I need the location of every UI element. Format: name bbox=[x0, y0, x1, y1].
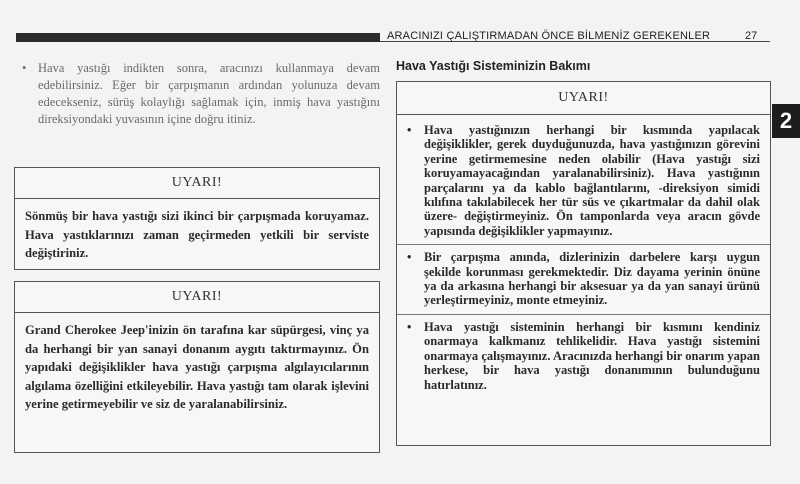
section-title: Hava Yastığı Sisteminizin Bakımı bbox=[396, 59, 591, 73]
header-bar bbox=[16, 33, 380, 42]
warning-box-3 bbox=[396, 81, 771, 446]
left-column bbox=[22, 60, 380, 128]
running-head: ARACINIZI ÇALIŞTIRMADAN ÖNCE BİLMENİZ GEREKENLER bbox=[387, 30, 711, 42]
list-item-text: Bir çarpışma anında, dizlerinizin darbelere karşı uygun şekilde korunması gerekmektedir. Diz dayama yerinin önüne ya da arkasına herhangi bir aksesuar ya da yan sanayi ürünü yerleştirmeyiniz, monte etmeyiniz. bbox=[424, 250, 760, 308]
list-item bbox=[397, 314, 770, 392]
warning-text: Sönmüş bir hava yastığı sizi ikinci bir çarpışmada koruyamaz. Hava yastıklarınızı zaman geçirmeden yetkili bir serviste değiştiriniz. bbox=[25, 209, 369, 260]
list-item bbox=[397, 244, 770, 308]
list-item-text: Hava yastığı sisteminin herhangi bir kısmını kendiniz onarmaya kalkmanız tehlikelidir. Hava yastığı sistemini onarmaya çalışmayınız. Aracınızda herhangi bir onarım yapan herkese, bir hava yastığı donanımının bulunduğunu hatırlatınız. bbox=[424, 319, 760, 392]
warning-title: UYARI! bbox=[397, 82, 770, 115]
bullet-icon: • bbox=[407, 123, 412, 137]
warning-box-1 bbox=[14, 167, 380, 270]
list-item-text: Hava yastığınızın herhangi bir kısmında yapılacak değişiklikler, gerek duyduğunuzda, hava yastığınızın görevini yerine getirmemesine neden olabilir (Hava yastığı sizi koruyamayacağından yaralanabilirsiniz). Hava yastığının parçalarını ya da kablo bağlantılarını, -direksiyon simidi kılıfına takılabilecek her tür süs ve çıkartmalar da dahil olak üzere- değiştirmeyiniz. Ön tamponlarda veya aracın gövde yapısında değişiklikler yapmayınız. bbox=[424, 123, 760, 238]
warning-list bbox=[397, 115, 770, 392]
warning-text: Grand Cherokee Jeep'inizin ön tarafına kar süpürgesi, vinç ya da herhangi bir yan sanayi donanım aygıtı taktırmayınız. Ön yapıdaki değişiklikler hava yastığı çarpışma algılayıcılarının algılama özelliğini etkileyebilir. Hava yastığı tam olarak işlevini yerine getirmeyebilir ve siz de yaralanabilirsiniz. bbox=[25, 323, 369, 411]
bullet-icon: • bbox=[407, 319, 412, 334]
chapter-tab: 2 bbox=[772, 104, 800, 138]
bullet-icon: • bbox=[22, 61, 27, 75]
intro-text: Hava yastığı indikten sonra, aracınızı kullanmaya devam edebilirsiniz. Eğer bir çarpışmanın ardından yolunuza devam edecekseniz, sürüş kolaylığı sağlamak için, inmiş hava yastığını direksiyondaki yuvasının içine doğru itiniz. bbox=[38, 61, 380, 126]
page-number: 27 bbox=[745, 30, 758, 42]
bullet-icon: • bbox=[407, 250, 412, 265]
warning-title: UYARI! bbox=[15, 282, 379, 313]
warning-box-2 bbox=[14, 281, 380, 453]
intro-paragraph bbox=[22, 60, 380, 128]
list-item bbox=[407, 123, 760, 238]
warning-title: UYARI! bbox=[15, 168, 379, 199]
